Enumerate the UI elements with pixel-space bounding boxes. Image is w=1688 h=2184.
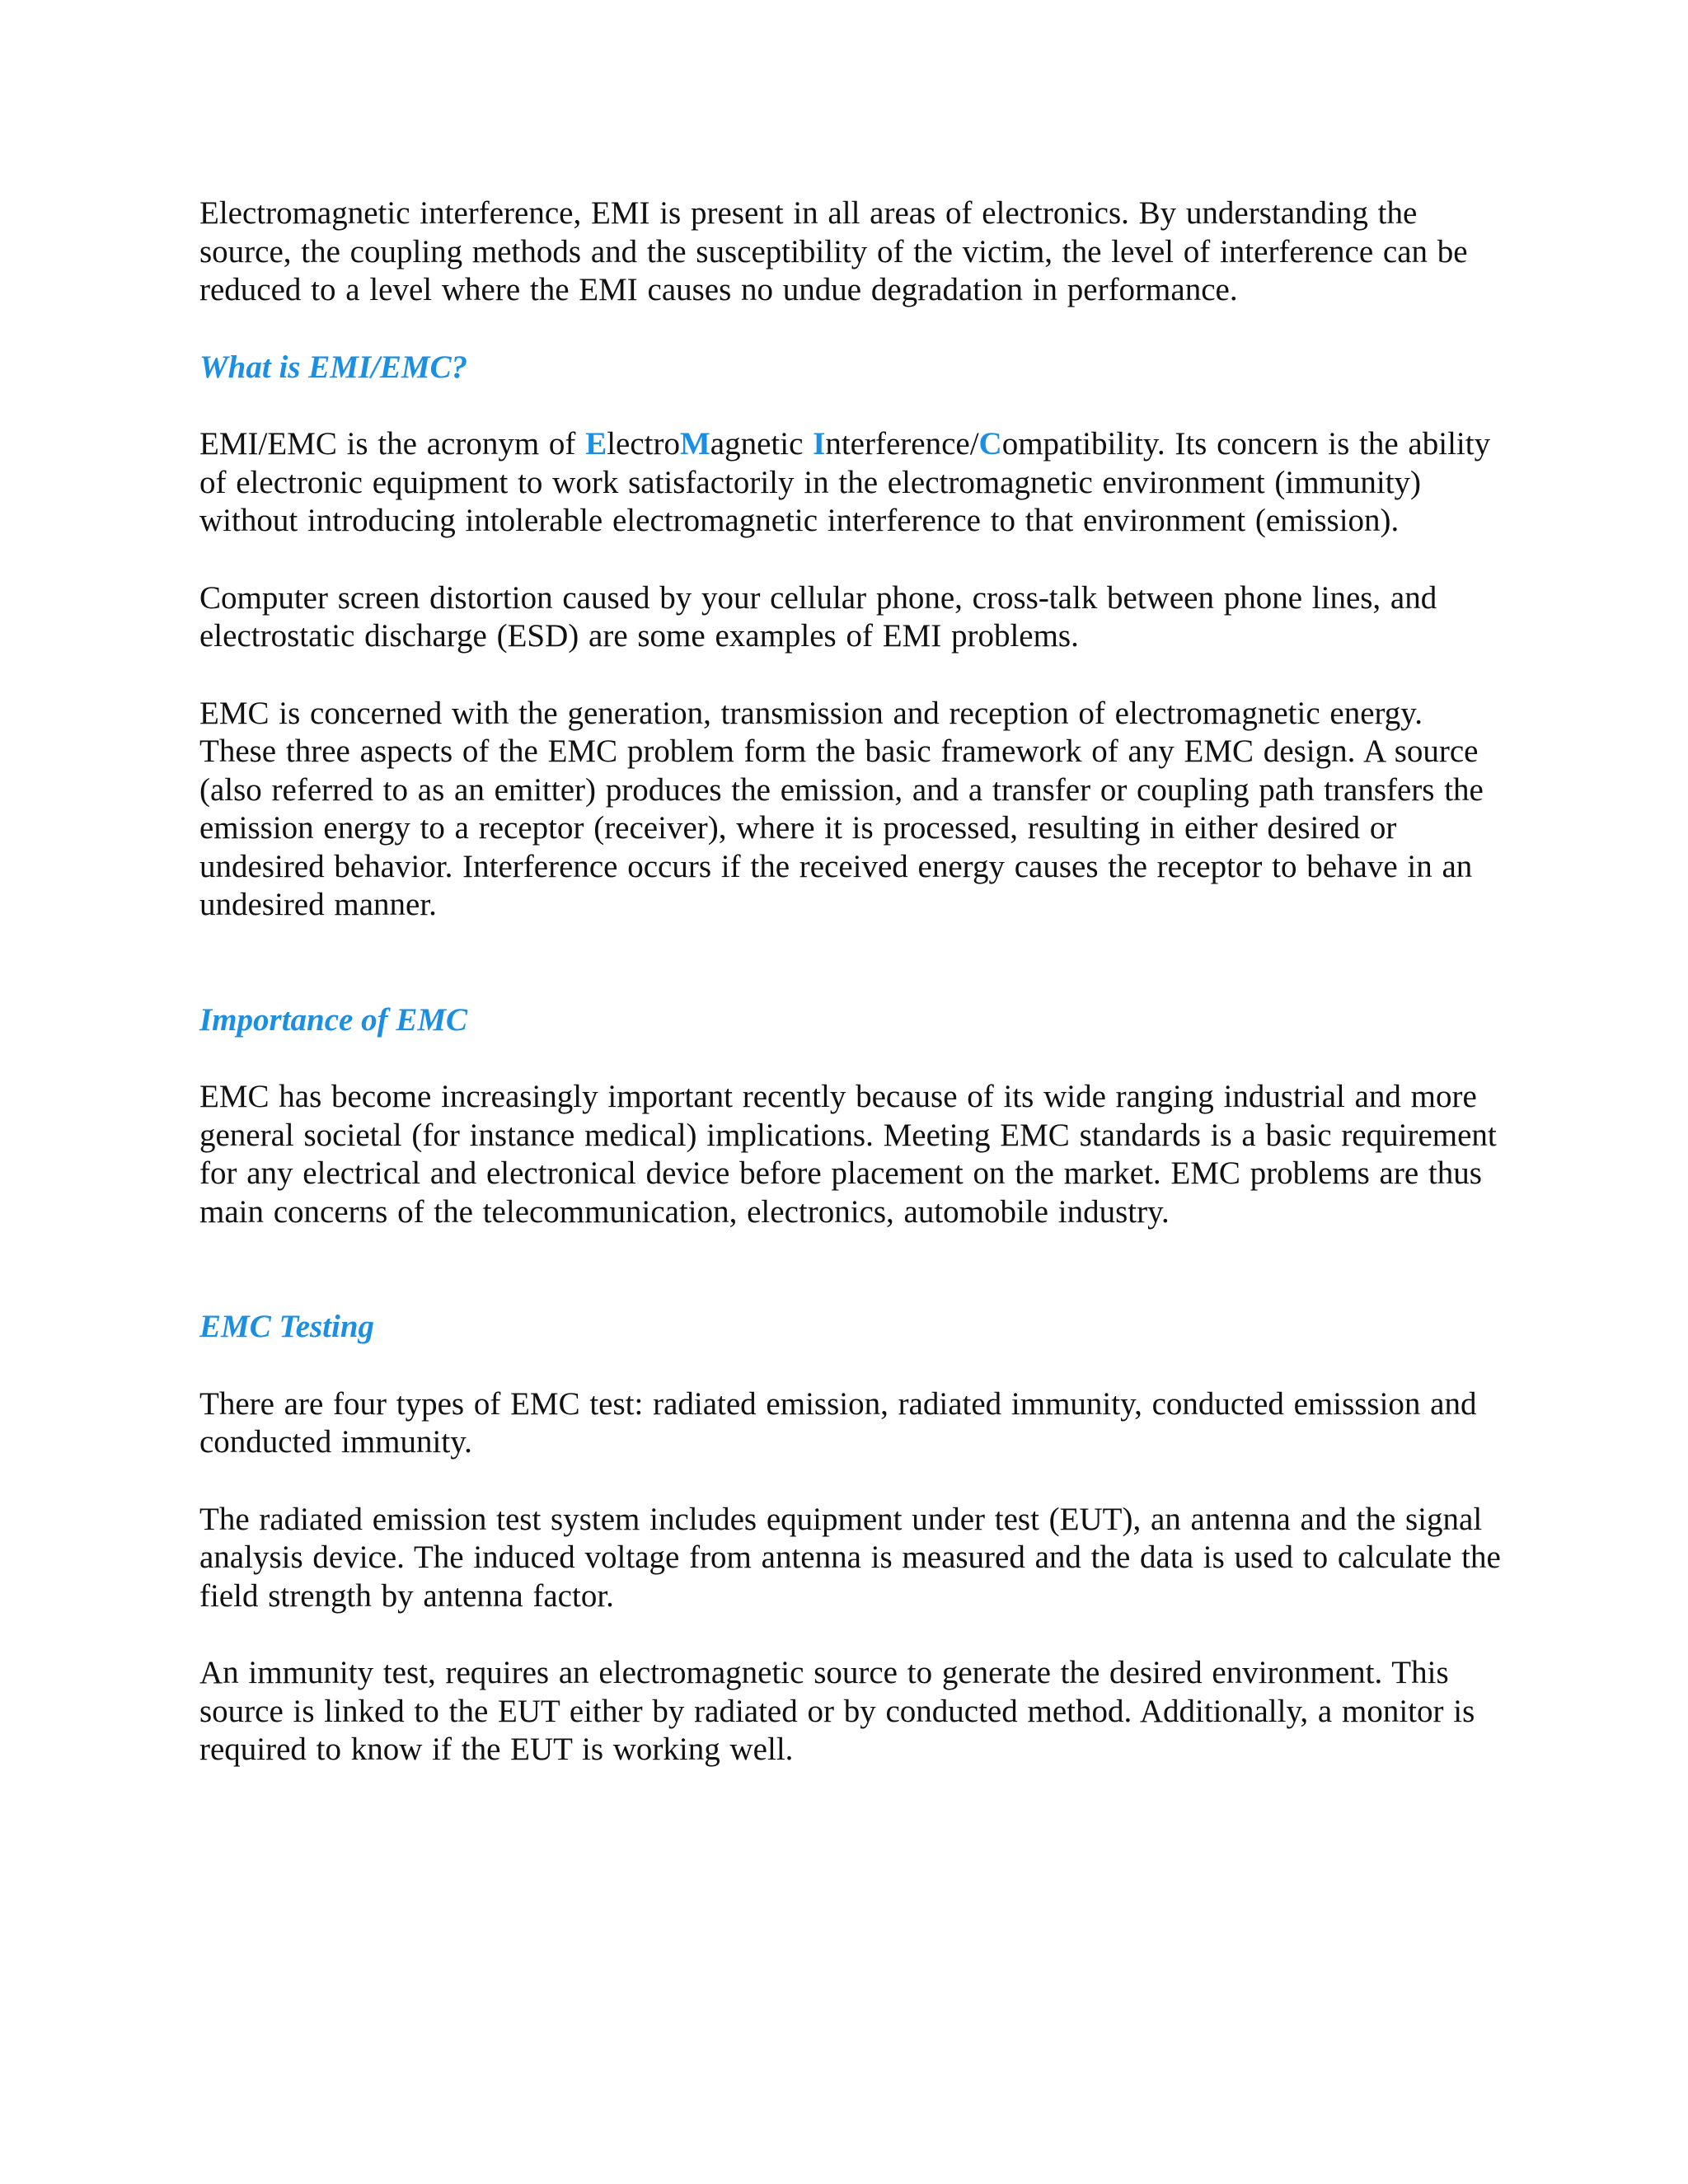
examples-paragraph: Computer screen distortion caused by your cellular phone, cross-talk between phone lines, and electrostatic discharge (ESD) are some examples of EMI problems. [199, 579, 1437, 654]
acronym-suffix: Its concern is the ability of electronic equipment to work satisfactorily in the electromagnetic environment (immunity) without introducing intolerable electromagnetic interference to that environment (emission). [199, 426, 1491, 538]
spacer [199, 1615, 1502, 1654]
energy-paragraph: EMC is concerned with the generation, transmission and reception of electromagnetic energy. These three aspects of the EMC problem form the basic framework of any EMC design. A source (also referred to as an emitter) produces the emission, and a transfer or coupling path transfers the emission energy to a receptor (receiver), where it is processed, resulting in either desired or undesired behavior. Interference occurs if the received energy causes the receptor to behave in an undesired manner. [199, 695, 1484, 922]
spacer [199, 1347, 1502, 1385]
acronym-rest-i: nterference/ [825, 426, 979, 462]
acronym-letter-e: E [585, 426, 607, 462]
intro-paragraph: Electromagnetic interference, EMI is present in all areas of electronics. By understanding the source, the coupling methods and the susceptibility of the victim, the level of interference can be reduced to a level where the EMI causes no undue degradation in performance. [199, 195, 1468, 307]
heading-what-is-emi-emc: What is EMI/EMC? [199, 349, 468, 385]
immunity-test-paragraph: An immunity test, requires an electromagnetic source to generate the desired environment. This source is linked to the EUT either by radiated or by conducted method. Additionally, a monitor is required to know if the EUT is working well. [199, 1655, 1475, 1767]
heading-importance-of-emc: Importance of EMC [199, 1001, 468, 1038]
acronym-rest-e: lectro [607, 426, 680, 462]
acronym-paragraph [199, 425, 1502, 541]
spacer [199, 1039, 1502, 1078]
acronym-letter-c: C [978, 426, 1002, 462]
spacer [199, 656, 1502, 695]
acronym-letter-i: I [813, 426, 826, 462]
heading-emc-testing: EMC Testing [199, 1309, 375, 1344]
spacer [199, 387, 1502, 425]
acronym-rest-m: agnetic [710, 426, 814, 462]
spacer [199, 1462, 1502, 1501]
spacer [199, 1231, 1502, 1308]
acronym-rest-c: ompatibility. [1001, 426, 1165, 462]
acronym-prefix: EMI/EMC is the acronym of [199, 426, 586, 462]
test-types-paragraph: There are four types of EMC test: radiated emission, radiated immunity, conducted emisssion and conducted immunity. [199, 1385, 1477, 1460]
acronym-letter-m: M [679, 426, 710, 462]
importance-paragraph: EMC has become increasingly important recently because of its wide ranging industrial and more general societal (for instance medical) implications. Meeting EMC standards is a basic requirement for any electrical and electronical device before placement on the market. EMC problems are thus main concerns of the telecommunication, electronics, automobile industry. [199, 1079, 1497, 1230]
document-body [199, 194, 1502, 1769]
spacer [199, 541, 1502, 579]
spacer [199, 310, 1502, 349]
radiated-emission-paragraph: The radiated emission test system includes equipment under test (EUT), an antenna and the signal analysis device. The induced voltage from antenna is measured and the data is used to calculate the field strength by antenna factor. [199, 1501, 1501, 1614]
spacer [199, 925, 1502, 1001]
